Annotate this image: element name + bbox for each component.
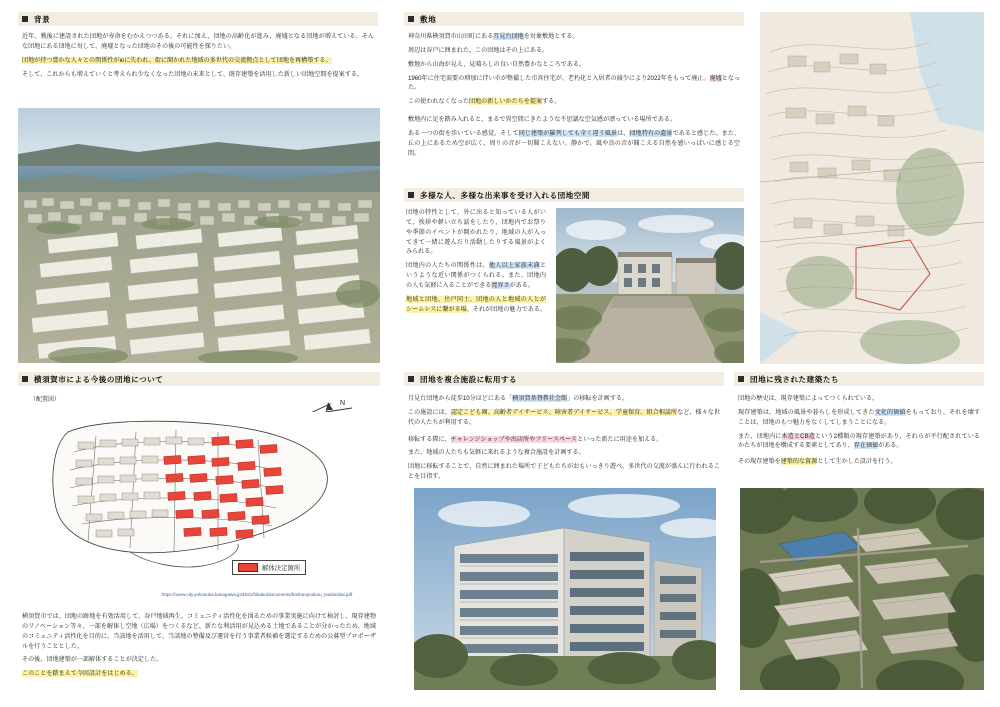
paragraph: その後、団地建築が一部解体することが決定した。 [22, 656, 163, 664]
section-header-diverse [404, 188, 744, 202]
paragraph: また、団地内に木造とCB造という2種類の現存建築があり、それらが平行配されているかたちが団地を構成する要素としてあり、存在価値がある。 [738, 432, 981, 450]
paragraph: 1960年に住宅需要の増加に伴い市が整備した市営住宅が、老朽化と入居者の減少により2022年をもって廃止。廃墟となった。 [408, 74, 741, 92]
paragraph: また、地域の人たちも気軽に来れるような複合施設を計画する。 [408, 449, 585, 457]
source-url-link[interactable]: https://www.city.yokosuka.kanagawa.jp/4821/hikaku/documents/boshuuyoukou_tsukimidai.pdf [161, 592, 353, 597]
section-title: 多様な人、多様な出来事を受け入れる団地空間 [420, 190, 590, 200]
section-remaining [734, 372, 984, 471]
paragraph: 近年、戦後に建設された団地が寿命をむかえつつある。それに加え、団地の高齢化が進み、廃墟となる団地が増えている。そんな団地にある団地に対して、廃墟となった団地のその後の可能性を探りたい。 [22, 33, 374, 50]
square-bullet-icon [408, 376, 414, 382]
square-bullet-icon [408, 16, 414, 22]
section-header-future [18, 372, 380, 386]
paragraph: 周辺は谷戸に囲まれた、この団地はその上にある。 [408, 46, 549, 54]
social-center-photo [414, 488, 716, 690]
paragraph: 敷地内に足を踏み入れると、まるで異空間にきたような不思議な空気感が漂っている場所である。 [408, 116, 677, 124]
aerial-town-photo-graphic [18, 108, 380, 363]
aerial-town-photo [18, 108, 380, 363]
section-complex [404, 372, 724, 486]
paragraph: 団地の歴史は、現存建築によってつくられている。 [738, 395, 879, 402]
section-header-background [18, 12, 378, 26]
social-center-photo-graphic [414, 488, 716, 690]
paragraph: その現存建築を建築的な資源として生かした設計を行う。 [738, 458, 897, 466]
paragraph: 横須賀市では、団地の跡地を有効活用して、谷戸地域再生、コミュニティ活性化を図るための事業実施に向けて検討し、現存建物のリノベーション等々、一部を解体し空地（広場）をつくるなど、新たな利活用が見込める土地であることが分かったため、地域のコミュニティ活性化を目的に、当該地を活用して、当該地の整備及び運営を行う事業者候補を選定するための公募型プロポーザルを行うこととした。 [22, 613, 376, 650]
paragraph: 敷地から山海が見え、見晴らしの良い自然豊かなところである。 [408, 60, 586, 68]
square-bullet-icon [738, 376, 744, 382]
legend-color-swatch [238, 563, 258, 572]
paragraph: 団地が持つ豊かな人々との関係性がюに失われ、街に開かれた地域の多世代の交流拠点として団地を再構築する。 [22, 56, 332, 64]
legend-label: 解体決定箇所 [262, 565, 301, 572]
section-title: 団地に残された建築たち [750, 374, 840, 384]
section-title: 団地を複合施設に転用する [420, 374, 518, 384]
paragraph: 現存建築は、地域の風景や暮らしを形成してきた文化的価値をもっており、それを壊すことは、団地のもつ魅力をなくしてしまうことになる。 [738, 408, 981, 426]
plan-legend [232, 560, 306, 575]
paragraph: このことを踏まえて今回設計をはじめる。 [22, 670, 138, 678]
section-title: 敷地 [420, 14, 437, 24]
site-plan-drawing [26, 412, 366, 582]
diverse-text [406, 208, 546, 319]
compass-label: N [340, 400, 347, 407]
future-text [18, 612, 380, 683]
estate-path-photo-graphic [556, 208, 744, 363]
contour-map-image [760, 12, 984, 364]
section-title: 背景 [34, 14, 51, 24]
wooden-houses-photo [740, 488, 984, 690]
section-header-site [404, 12, 744, 26]
section-background [18, 12, 378, 83]
wooden-houses-photo-graphic [740, 488, 984, 690]
paragraph: 移転する際に、チャレンジショップや出店所やフリースペースといった新たに用途を加える。 [408, 435, 663, 443]
paragraph: この使われなくなった団地の新しいかたちを提案する。 [408, 98, 561, 106]
paragraph: 地域と団地、住戸同士、団地の人と地域の人とがシームレスに繋がる場、それが団地の魅力である。 [406, 295, 546, 313]
paragraph: 神奈川県横須賀市山田町にある月見台団地を対象敷地とする。 [408, 33, 579, 40]
section-future [18, 372, 380, 386]
paragraph: 月見台団地から徒歩10分ほどにある「横須賀基督教社会館」の移転を計画する。 [408, 395, 629, 402]
square-bullet-icon [22, 16, 28, 22]
plan-caption: （配置図） [30, 397, 61, 403]
paragraph: この施設には、認定こども園、高齢者デイサービス、障害者デイサービス、学童保育、組合相談所など、様々な世代の人たちが利用する。 [408, 408, 721, 426]
section-site [404, 12, 744, 163]
section-diverse [404, 188, 744, 202]
section-header-complex [404, 372, 724, 386]
paragraph: そして、これからも増えていくと考えられ少なくなった団地の未来として、既存建築を活用した新しい団地空間を提案する。 [22, 70, 364, 78]
section-title: 横須賀市による今後の団地について [34, 374, 164, 384]
square-bullet-icon [22, 376, 28, 382]
estate-path-photo [556, 208, 744, 363]
contour-map-graphic [760, 12, 984, 364]
section-header-remaining [734, 372, 984, 386]
square-bullet-icon [408, 192, 414, 198]
paragraph: 団地内の人たちの関係性は、他人以上家族未満というような近い関係がつくられる。また、団地内の人も気軽に入ることができる寛容さがある。 [406, 262, 547, 290]
paragraph: 団地の特性として、外に出ると知っている人がいて、挨拶や軽い立ち話をしたり、団地内でお祭りや季節のイベントが開かれたり、地域の人が入ってきて一緒に遊んだり活動したりする風景がよくみられる。 [406, 209, 546, 256]
site-plan-graphic [26, 412, 366, 582]
paragraph: ある一つの街を歩いている感覚、そして同じ建築が羅列しても全く違う風景は、団地特有の遺景であると感じた。また、丘の上にあるため空が広く、周りの音が一切聞こえない。静かで、風や鳥の音が聞こえる自然を感いっぱいに感じる空間。 [408, 130, 741, 157]
paragraph: 団地に移転することで、自然に囲まれた場所で子どもたちがおもいっきり遊べ、多世代の交流が盛んに行われることを目指す。 [408, 463, 720, 481]
